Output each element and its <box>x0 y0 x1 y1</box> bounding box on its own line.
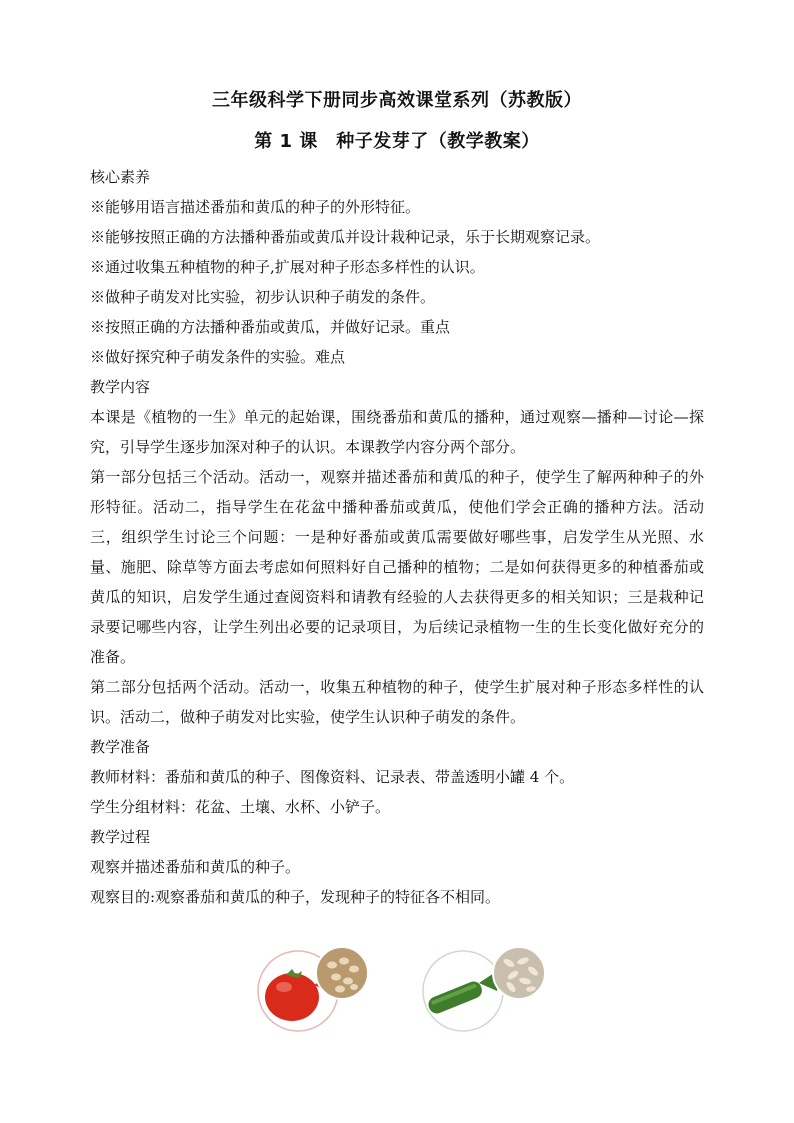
core-item: ※做好探究种子萌发条件的实验。难点 <box>90 348 346 366</box>
core-item: ※做种子萌发对比实验，初步认识种子萌发的条件。 <box>90 288 436 306</box>
seed-illustrations <box>0 945 794 1035</box>
document-title: 三年级科学下册同步高效课堂系列（苏教版） <box>212 90 582 111</box>
prep-item: 学生分组材料：花盆、土壤、水杯、小铲子。 <box>90 798 391 816</box>
core-item: ※通过收集五种植物的种子,扩展对种子形态多样性的认识。 <box>90 258 485 276</box>
section-heading-process: 教学过程 <box>90 828 151 846</box>
content-paragraph: 第二部分包括两个活动。活动一，收集五种植物的种子，使学生扩展对种子形态多样性的认识。活动二，做种子萌发对比实验，使学生认识种子萌发的条件。 <box>90 678 704 726</box>
core-item: ※能够按照正确的方法播种番茄或黄瓜并设计栽种记录，乐于长期观察记录。 <box>90 228 601 246</box>
cucumber-seed-illustration <box>415 945 555 1035</box>
content-paragraph: 本课是《植物的一生》单元的起始课，围绕番茄和黄瓜的播种，通过观察—播种—讨论—探究，引导学生逐步加深对种子的认识。本课教学内容分两个部分。 <box>90 408 704 456</box>
section-heading-core: 核心素养 <box>90 168 151 186</box>
core-item: ※能够用语言描述番茄和黄瓜的种子的外形特征。 <box>90 198 421 216</box>
process-item: 观察并描述番茄和黄瓜的种子。 <box>90 858 301 876</box>
tomato-seed-illustration <box>250 945 370 1035</box>
prep-item: 教师材料：番茄和黄瓜的种子、图像资料、记录表、带盖透明小罐 4 个。 <box>90 768 575 786</box>
lesson-title: 第 1 课 种子发芽了（教学教案） <box>254 131 540 152</box>
section-heading-content: 教学内容 <box>90 378 151 396</box>
section-heading-prep: 教学准备 <box>90 738 151 756</box>
core-item: ※按照正确的方法播种番茄或黄瓜，并做好记录。重点 <box>90 318 451 336</box>
content-paragraph: 第一部分包括三个活动。活动一，观察并描述番茄和黄瓜的种子，使学生了解两种种子的外形特征。活动二，指导学生在花盆中播种番茄或黄瓜，使他们学会正确的播种方法。活动三，组织学生讨论三个问题：一是种好番茄或黄瓜需要做好哪些事，启发学生从光照、水量、施肥、除草等方面去考虑如何照料好自己播种的植物；二是如何获得更多的种植番茄或黄瓜的知识，启发学生通过查阅资料和请教有经验的人去获得更多的相关知识；三是栽种记录要记哪些内容，让学生列出必要的记录项目，为后续记录植物一生的生长变化做好充分的准备。 <box>90 468 704 666</box>
document-body <box>90 162 704 912</box>
process-item: 观察目的:观察番茄和黄瓜的种子，发现种子的特征各不相同。 <box>90 888 501 906</box>
